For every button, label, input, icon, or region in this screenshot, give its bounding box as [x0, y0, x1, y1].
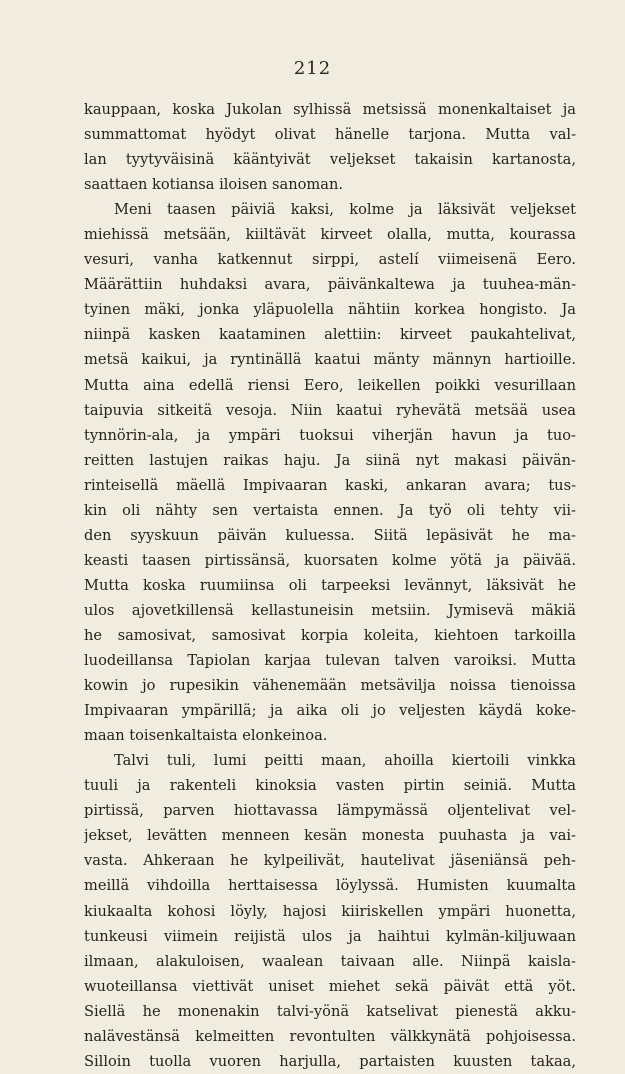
text-line: ilmaan, alakuloisen, waalean taivaan alle. Niinpä kaisla-: [84, 952, 576, 970]
text-line: Impivaaran ympärillä; ja aika oli jo veljesten käydä koke-: [84, 702, 576, 720]
text-line: luodeillansa Tapiolan karjaa tulevan talven varoiksi. Mutta: [84, 652, 576, 670]
text-line: Talvi tuli, lumi peitti maan, ahoilla kiertoili vinkka: [114, 752, 576, 770]
text-line: metsä kaikui, ja ryntinällä kaatui mänty männyn hartioille.: [84, 351, 576, 369]
text-line: Silloin tuolla vuoren harjulla, partaisten kuusten takaa,: [84, 1052, 576, 1070]
text-line: taipuvia sitkeitä vesoja. Niin kaatui ryhevätä metsää usea: [84, 401, 576, 419]
text-line: saattaen kotiansa iloisen sanoman.: [84, 176, 343, 194]
text-line: summattomat hyödyt olivat hänelle tarjona. Mutta val-: [84, 126, 576, 144]
page-number: 212: [293, 58, 332, 79]
text-line: he samosivat, samosivat korpia koleita, kiehtoen tarkoilla: [84, 626, 576, 644]
text-line: reitten lastujen raikas haju. Ja siinä nyt makasi päivän-: [84, 451, 576, 469]
text-line: pirtissä, parven hiottavassa lämpymässä oljentelivat vel-: [84, 802, 576, 820]
text-line: keasti taasen pirtissänsä, kuorsaten kolme yötä ja päivää.: [84, 551, 576, 569]
text-line: kowin jo rupesikin vähenemään metsävilja noissa tienoissa: [84, 677, 576, 695]
text-line: den syyskuun päivän kuluessa. Siitä lepäsivät he ma-: [84, 526, 576, 544]
text-line: meillä vihdoilla herttaisessa löylyssä. Humisten kuumalta: [84, 877, 576, 895]
text-line: tuuli ja rakenteli kinoksia vasten pirtin seiniä. Mutta: [84, 777, 576, 795]
text-line: ulos ajovetkillensä kellastuneisin metsiin. Jymisevä mäkiä: [84, 601, 576, 619]
text-line: vesuri, vanha katkennut sirppi, astelí viimeisenä Eero.: [84, 251, 576, 269]
text-line: tunkeusi viimein reijistä ulos ja haihtui kylmän-kiljuwaan: [84, 927, 576, 945]
text-line: Meni taasen päiviä kaksi, kolme ja läksivät veljekset: [114, 201, 576, 219]
text-line: Siellä he monenakin talvi-yönä katselivat pienestä akku-: [84, 1002, 576, 1020]
text-line: maan toisenkaltaista elonkeinoa.: [84, 727, 328, 745]
text-line: lan tyytyväisinä kääntyivät veljekset takaisin kartanosta,: [84, 151, 576, 169]
text-line: tynnörin-ala, ja ympäri tuoksui viherjän havun ja tuo-: [84, 426, 576, 444]
text-line: nalävestänsä kelmeitten revontulten välkkynätä pohjoisessa.: [84, 1027, 576, 1045]
text-line: tyinen mäki, jonka yläpuolella nähtiin korkea hongisto. Ja: [84, 301, 576, 319]
text-line: kiukaalta kohosi löyly, hajosi kiiriskellen ympäri huonetta,: [84, 902, 576, 920]
text-line: Mutta aina edellä riensi Eero, leikellen poikki vesurillaan: [84, 376, 576, 394]
text-line: vasta. Ahkeraan he kylpeilivät, hautelivat jäseniänsä peh-: [84, 852, 576, 870]
text-line: miehissä metsään, kiiltävät kirveet olalla, mutta, kourassa: [84, 226, 576, 244]
text-line: Mutta koska ruumiinsa oli tarpeeksi levännyt, läksivät he: [84, 576, 576, 594]
text-line: kauppaan, koska Jukolan sylhissä metsissä monenkaltaiset ja: [84, 101, 576, 118]
text-line: rinteisellä mäellä Impivaaran kaski, ankaran avara; tus-: [84, 476, 576, 494]
text-line: jekset, levätten menneen kesän monesta puuhasta ja vai-: [84, 827, 576, 845]
text-line: wuoteillansa viettivät uniset miehet sekä päivät että yöt.: [84, 977, 576, 995]
text-line: Määrättiin huhdaksi avara, päivänkaltewa ja tuuhea-män-: [84, 276, 576, 294]
text-line: niinpä kasken kaataminen alettiin: kirveet paukahtelivat,: [84, 326, 576, 344]
body-text: [84, 97, 576, 1074]
text-line: kin oli nähty sen vertaista ennen. Ja työ oli tehty vii-: [84, 501, 576, 519]
